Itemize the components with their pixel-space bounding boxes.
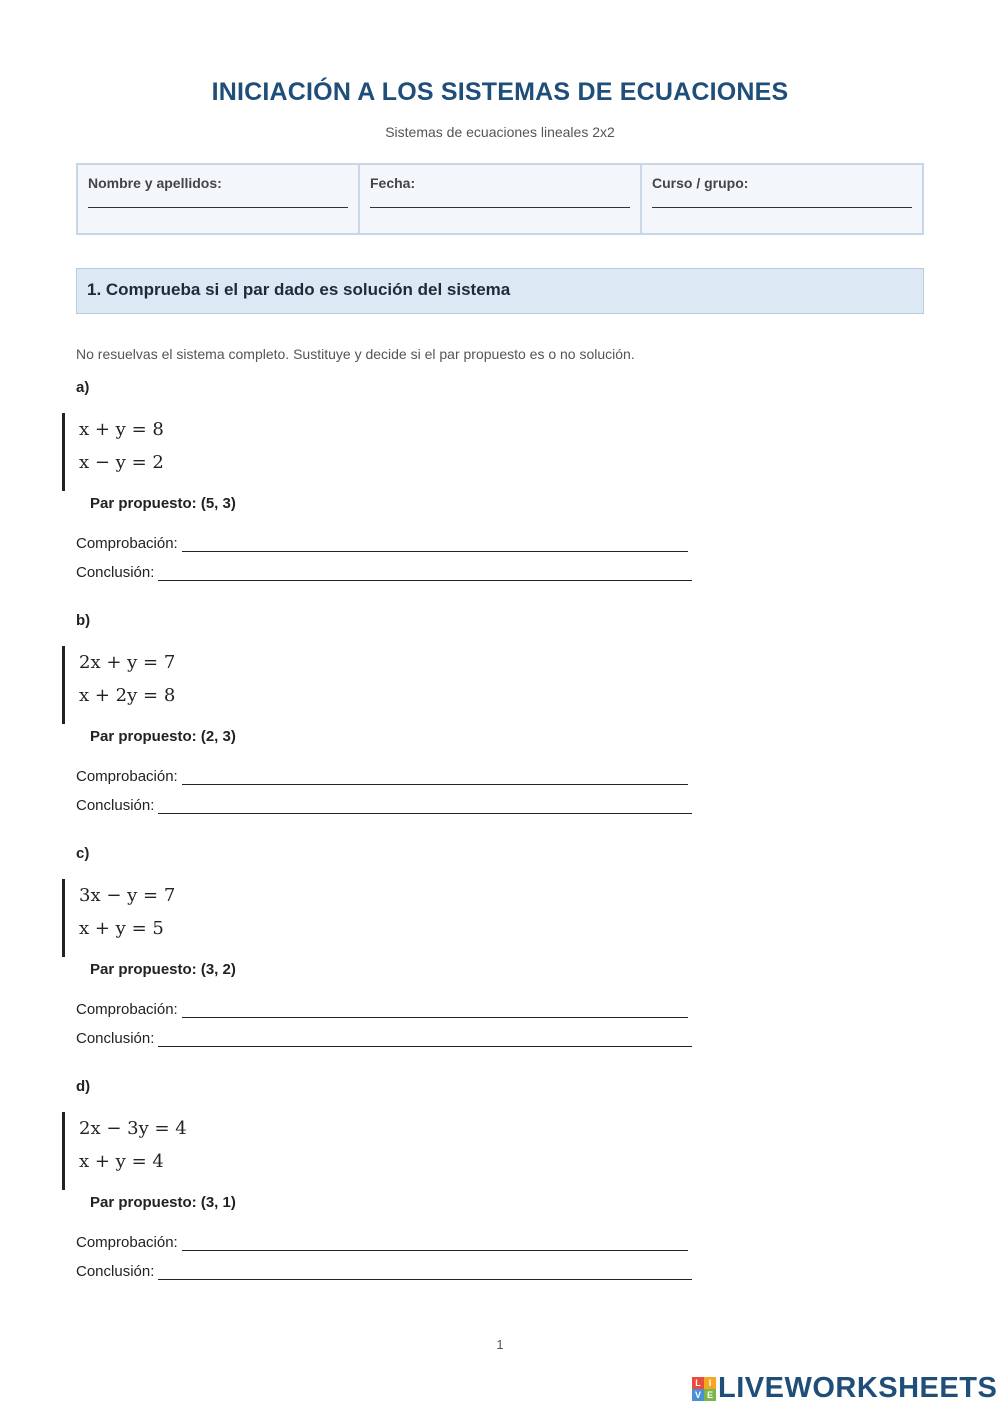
conclusion-answer-field[interactable] (158, 799, 692, 814)
info-cell-name (78, 165, 360, 233)
logo-tile: V (692, 1389, 704, 1401)
section-instructions: No resuelvas el sistema completo. Sustituye y decide si el par propuesto es o no solución. (76, 346, 635, 362)
check-answer-field[interactable] (182, 1236, 688, 1251)
proposed-pair: Par propuesto: (5, 3) (90, 495, 236, 512)
info-label: Curso / grupo: (652, 175, 749, 191)
exercise-label: a) (76, 379, 90, 396)
conclusion-row (76, 1251, 776, 1280)
exercise-c (76, 845, 776, 1047)
logo-tile: I (704, 1377, 716, 1389)
check-label: Comprobación: (76, 1001, 178, 1018)
conclusion-answer-field[interactable] (158, 566, 692, 581)
student-info-table (76, 163, 924, 235)
conclusion-answer-field[interactable] (158, 1032, 692, 1047)
equation-system (62, 879, 776, 957)
conclusion-label: Conclusión: (76, 1263, 155, 1280)
exercise-label: c) (76, 845, 90, 862)
proposed-pair: Par propuesto: (3, 2) (90, 961, 236, 978)
exercise-label: b) (76, 612, 91, 629)
exercise-b (76, 612, 776, 814)
info-cell-group (642, 165, 922, 233)
conclusion-row (76, 552, 776, 581)
equation: 2x + y = 7 (79, 652, 176, 673)
equation: 2x − 3y = 4 (79, 1118, 187, 1139)
equation: x − y = 2 (79, 452, 164, 473)
info-label: Fecha: (370, 175, 416, 191)
conclusion-label: Conclusión: (76, 797, 155, 814)
logo-tile: E (704, 1389, 716, 1401)
conclusion-row (76, 1018, 776, 1047)
check-row (76, 989, 776, 1018)
page-subtitle: Sistemas de ecuaciones lineales 2x2 (385, 124, 615, 140)
conclusion-answer-field[interactable] (158, 1265, 692, 1280)
equation: x + 2y = 8 (79, 685, 176, 706)
check-row (76, 1222, 776, 1251)
exercise-a (76, 379, 776, 581)
equation: 3x − y = 7 (79, 885, 176, 906)
proposed-pair: Par propuesto: (3, 1) (90, 1194, 236, 1211)
liveworksheets-brand (692, 1372, 997, 1405)
date-field[interactable] (370, 207, 630, 208)
check-row (76, 756, 776, 785)
section-heading: 1. Comprueba si el par dado es solución del sistema (76, 268, 924, 314)
name-field[interactable] (88, 207, 348, 208)
exercise-d (76, 1078, 776, 1280)
check-label: Comprobación: (76, 768, 178, 785)
equation: x + y = 8 (79, 419, 164, 440)
page-number: 1 (496, 1337, 504, 1352)
equation: x + y = 5 (79, 918, 164, 939)
equation-system (62, 413, 776, 491)
page-title: INICIACIÓN A LOS SISTEMAS DE ECUACIONES (211, 78, 789, 106)
check-answer-field[interactable] (182, 770, 688, 785)
check-answer-field[interactable] (182, 537, 688, 552)
info-label: Nombre y apellidos: (88, 175, 222, 191)
equation: x + y = 4 (79, 1151, 164, 1172)
equation-system (62, 646, 776, 724)
conclusion-row (76, 785, 776, 814)
info-cell-date (360, 165, 642, 233)
check-label: Comprobación: (76, 1234, 178, 1251)
proposed-pair: Par propuesto: (2, 3) (90, 728, 236, 745)
group-field[interactable] (652, 207, 912, 208)
liveworksheets-logo-icon (692, 1377, 716, 1401)
check-answer-field[interactable] (182, 1003, 688, 1018)
check-row (76, 523, 776, 552)
equation-system (62, 1112, 776, 1190)
exercise-label: d) (76, 1078, 91, 1095)
conclusion-label: Conclusión: (76, 564, 155, 581)
logo-tile: L (692, 1377, 704, 1389)
check-label: Comprobación: (76, 535, 178, 552)
conclusion-label: Conclusión: (76, 1030, 155, 1047)
brand-name: LIVEWORKSHEETS (718, 1372, 998, 1404)
